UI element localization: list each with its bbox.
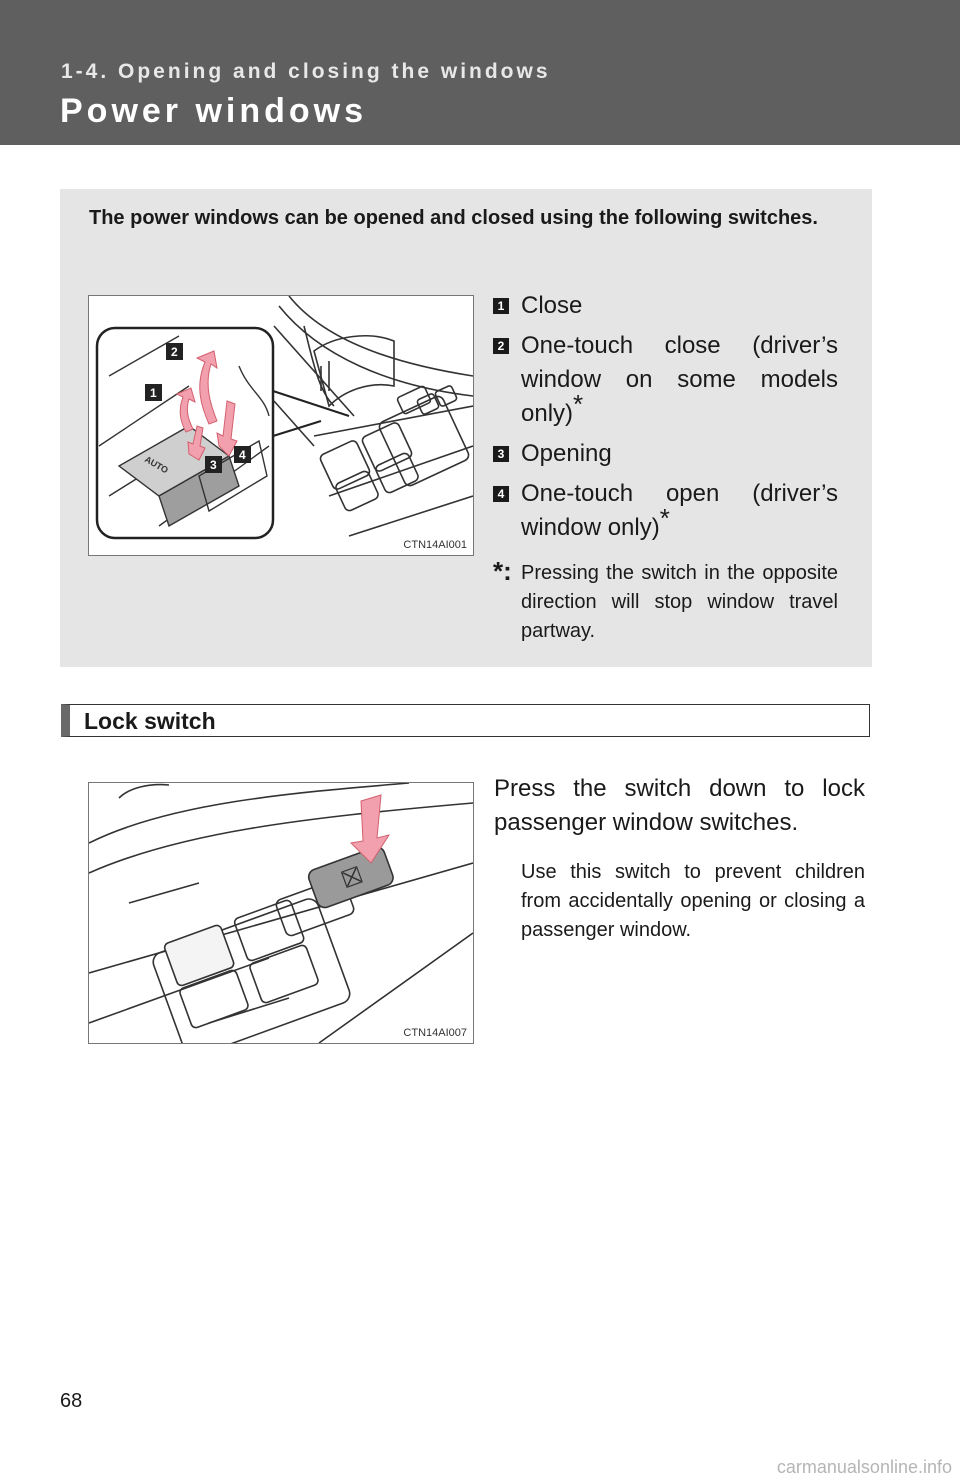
footnote-marker: *: [493,556,512,586]
intro-text: The power windows can be opened and closed using the following switches. [89,207,818,229]
lock-switch-header [61,704,870,737]
step-text: One-touch close (driver’s window on some models only) [521,332,838,427]
step-item [493,437,838,471]
power-window-switch-figure [88,295,474,556]
step-number: 1 [493,298,509,314]
callout-2: 2 [171,345,178,359]
step-number: 2 [493,338,509,354]
step-text: Close [521,292,583,319]
page-number: 68 [60,1390,83,1412]
step-item [493,289,838,323]
step-list [493,289,838,646]
footnote-text: Pressing the switch in the opposite direction will stop window travel partway. [521,562,838,642]
auto-label: AUTO [143,454,170,476]
switch-illustration [89,296,473,555]
note-marker: * [573,389,584,419]
step-text: One-touch open (driver’s window only) [521,480,838,541]
step-item [493,477,838,545]
lock-illustration [89,783,473,1043]
lock-switch-figure [88,782,474,1044]
intro-box [60,189,872,667]
lock-switch-title: Lock switch [84,708,216,734]
section-label: 1-4. Opening and closing the windows [61,60,551,83]
lock-switch-note: Use this switch to prevent children from accidentally opening or closing a passenger window. [521,861,865,941]
step-number: 3 [493,446,509,462]
footnote [493,556,838,646]
watermark: carmanualsonline.info [776,1457,952,1477]
page-title: Power windows [60,92,368,130]
step-item [493,329,838,431]
note-marker: * [659,503,670,533]
figure-code: CTN14AI001 [403,539,467,551]
callout-1: 1 [150,386,157,400]
chapter-header [0,0,960,145]
figure-code: CTN14AI007 [403,1027,467,1039]
lock-switch-text: Press the switch down to lock passenger window switches. [494,775,865,836]
step-number: 4 [493,486,509,502]
callout-3: 3 [210,458,217,472]
callout-4: 4 [239,448,246,462]
step-text: Opening [521,440,612,467]
